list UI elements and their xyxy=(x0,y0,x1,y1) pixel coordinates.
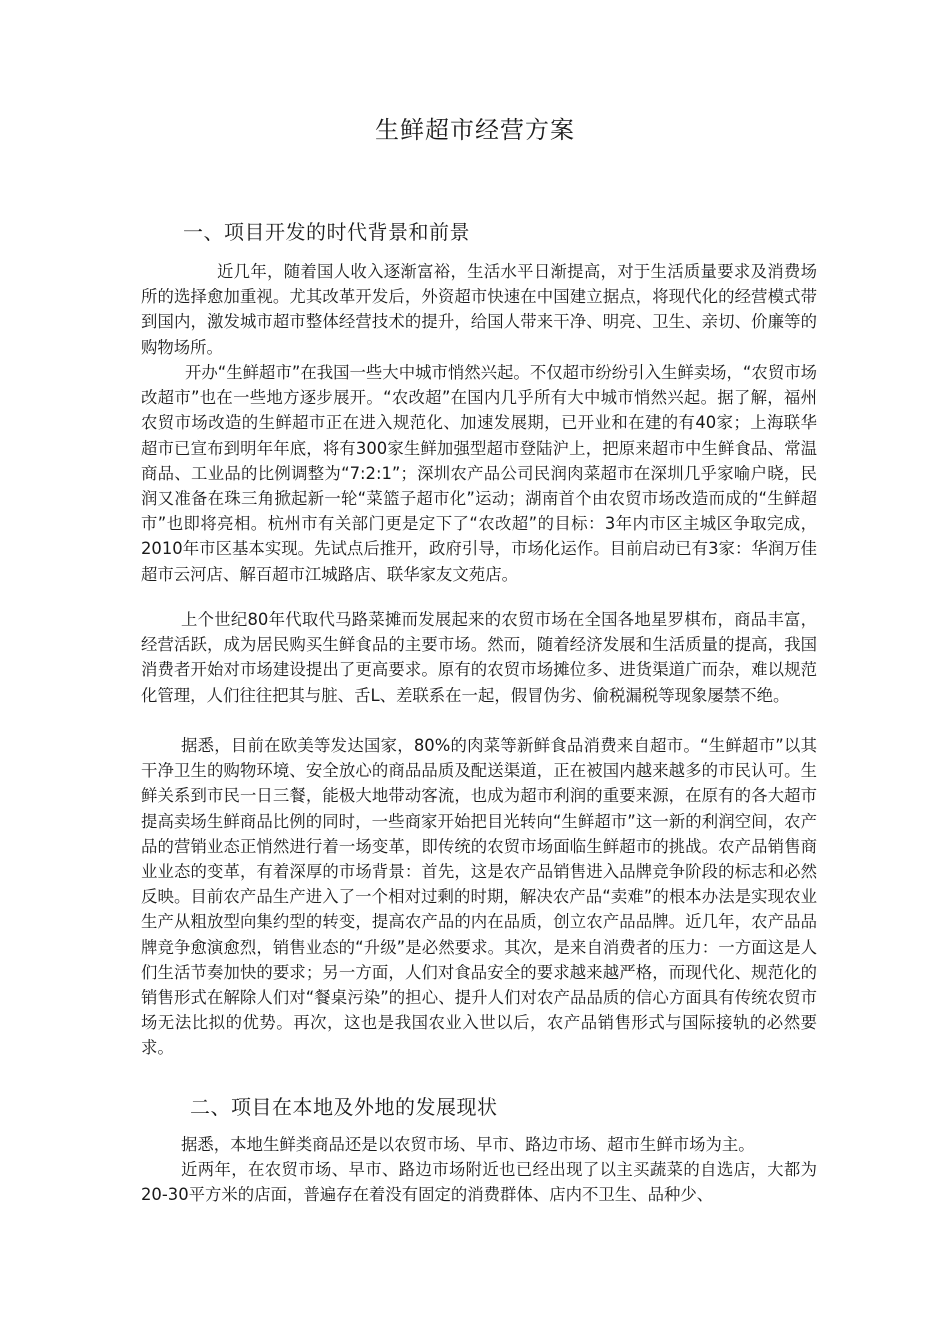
section-1-paragraph-1: 近几年，随着国人收入逐渐富裕，生活水平日渐提高，对于生活质量要求及消费场所的选择愈加重视。尤其改革开发后，外资超市快速在中国建立据点，将现代化的经营模式带到国内，激发城市超市整体经营技术的提升，给国人带来干净、明亮、卫生、亲切、价廉等的购物场所。 xyxy=(141,262,817,357)
section-1-heading: 一、项目开发的时代背景和前景 xyxy=(183,220,470,244)
section-2-paragraph-1: 据悉，本地生鲜类商品还是以农贸市场、早市、路边市场、超市生鲜市场为主。 xyxy=(181,1135,755,1154)
section-1-paragraph-3: 上个世纪80年代取代马路菜摊而发展起来的农贸市场在全国各地星罗棋布，商品丰富，经营活跃，成为居民购买生鲜食品的主要市场。然而，随着经济发展和生活质量的提高，我国消费者开始对市场建设提出了更高要求。原有的农贸市场摊位多、进货渠道广而杂，难以规范化管理，人们往往把其与脏、舌L、差联系在一起，假冒伪劣、偷税漏税等现象屡禁不绝。 xyxy=(141,610,817,705)
section-1-paragraph-4: 据悉，目前在欧美等发达国家，80%的肉菜等新鲜食品消费来自超市。“生鲜超市”以其干净卫生的购物环境、安全放心的商品品质及配送渠道，正在被国内越来越多的市民认可。生鲜关系到市民一日三餐，能极大地带动客流，也成为超市利润的重要来源，在原有的各大超市提高卖场生鲜商品比例的同时，一些商家开始把目光转向“生鲜超市”这一新的利润空间，农产品的营销业态正悄然进行着一场变革，即传统的农贸市场面临生鲜超市的挑战。农产品销售商业业态的变革，有着深厚的市场背景：首先，这是农产品销售进入品牌竞争阶段的标志和必然反映。目前农产品生产进入了一个相对过剩的时期，解决农产品“卖难”的根本办法是实现农业生产从粗放型向集约型的转变，提高农产品的内在品质，创立农产品品牌。近几年，农产品品牌竞争愈演愈烈，销售业态的“升级”是必然要求。其次，是来自消费者的压力：一方面这是人们生活节奏加快的要求；另一方面，人们对食品安全的要求越来越严格，而现代化、规范化的销售形式在解除人们对“餐桌污染”的担心、提升人们对农产品品质的信心方面具有传统农贸市场无法比拟的优势。再次，这也是我国农业入世以后，农产品销售形式与国际接轨的必然要求。 xyxy=(141,736,817,1058)
section-1-paragraph-2: 开办“生鲜超市”在我国一些大中城市悄然兴起。不仅超市纷纷引入生鲜卖场，“农贸市场改超市”也在一些地方逐步展开。“农改超”在国内几乎所有大中城市悄然兴起。据了解，福州农贸市场改造的生鲜超市正在进入规范化、加速发展期，已开业和在建的有40家；上海联华超市已宣布到明年年底，将有300家生鲜加强型超市登陆沪上，把原来超市中生鲜食品、常温商品、工业品的比例调整为“7:2:1”；深圳农产品公司民润肉菜超市在深圳几乎家喻户晓，民润又准备在珠三角掀起新一轮“菜篮子超市化”运动；湖南首个由农贸市场改造而成的“生鲜超市”也即将亮相。杭州市有关部门更是定下了“农改超”的目标：3年内市区主城区争取完成，2010年市区基本实现。先试点后推开，政府引导，市场化运作。目前启动已有3家：华润万佳超市云河店、解百超市江城路店、联华家友文苑店。 xyxy=(141,363,817,584)
section-2-heading: 二、项目在本地及外地的发展现状 xyxy=(190,1095,498,1119)
section-2-paragraph-2: 近两年，在农贸市场、早市、路边市场附近也已经出现了以主买蔬菜的自选店，大都为20-30平方米的店面，普遍存在着没有固定的消费群体、店内不卫生、品种少、 xyxy=(141,1160,817,1205)
document-title: 生鲜超市经营方案 xyxy=(375,116,575,144)
